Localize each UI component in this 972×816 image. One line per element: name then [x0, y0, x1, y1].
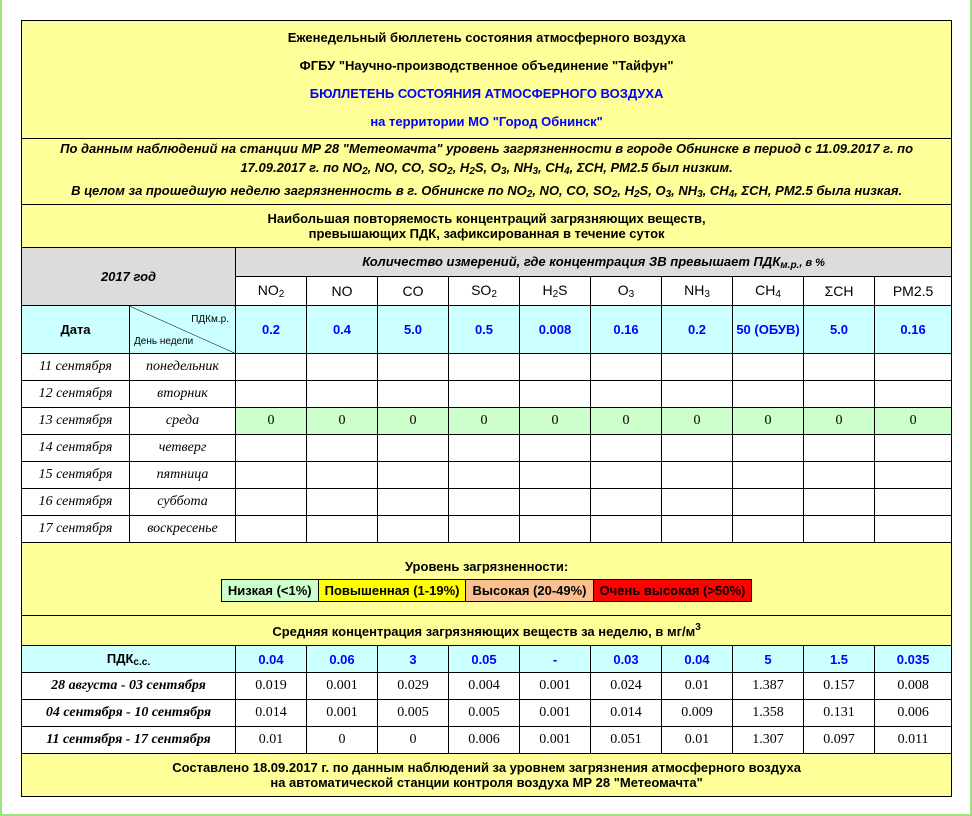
week-value-cell: 0.005 — [449, 700, 520, 727]
day-value-cell — [307, 381, 378, 408]
pdk-mr-value: 5.0 — [804, 306, 875, 354]
day-value-cell — [733, 354, 804, 381]
week-value-cell: 0.014 — [236, 700, 307, 727]
average-section-title: Средняя концентрация загрязняющих веществ за неделю, в $мг/м^3$ — [22, 616, 952, 646]
day-value-cell — [733, 462, 804, 489]
pollutant-name: ΣCH — [824, 283, 854, 299]
day-value-cell — [591, 462, 662, 489]
header-title: Еженедельный бюллетень состояния атмосферного воздуха — [287, 29, 686, 45]
pdk-mr-value: 0.4 — [307, 306, 378, 354]
pdk-mr-row — [22, 306, 952, 354]
day-value-cell — [875, 435, 952, 462]
day-row — [22, 435, 952, 462]
pollutant-subscript: 2 — [552, 289, 559, 300]
week-value-cell: 0.001 — [520, 673, 591, 700]
day-value-cell — [591, 489, 662, 516]
day-value-cell — [733, 381, 804, 408]
day-value-cell — [875, 381, 952, 408]
pdk-mr-value: 0.16 — [875, 306, 952, 354]
measure-header: Количество измерений, где концентрация ЗВ превышает $ПДК_{м.р.}$, в % — [236, 248, 952, 277]
day-value-cell — [733, 435, 804, 462]
day-weekday: четверг — [130, 435, 236, 462]
week-value-cell: 0.019 — [236, 673, 307, 700]
pdk-mr-value: 0.2 — [236, 306, 307, 354]
date-column-header: Дата — [22, 306, 130, 354]
week-value-cell: 0.01 — [662, 673, 733, 700]
day-value-cell: 0 — [378, 408, 449, 435]
day-value-cell — [591, 516, 662, 543]
pollutant-header-7 — [733, 277, 804, 306]
summary-paragraph-2: В целом за прошедшую неделю загрязненность в г. Обнинске по $NO_2$, NO, CO, $SO_2$, $H_2S$, $O_3$, $NH_3$, $CH_4$, ΣCH, PM2.5 была низкая. — [71, 183, 903, 200]
day-value-cell — [591, 354, 662, 381]
bulletin-table — [21, 20, 952, 797]
day-value-cell — [875, 354, 952, 381]
day-value-cell — [875, 516, 952, 543]
day-value-cell — [236, 435, 307, 462]
day-value-cell — [307, 462, 378, 489]
pollutant-header-1 — [307, 277, 378, 306]
day-row — [22, 381, 952, 408]
week-value-cell: 0.004 — [449, 673, 520, 700]
pollutant-header-6 — [662, 277, 733, 306]
pollutant-name: NO — [331, 283, 353, 299]
pollutant-name: PM2.5 — [892, 283, 934, 299]
day-weekday: пятница — [130, 462, 236, 489]
week-row — [22, 700, 952, 727]
day-value-cell: 0 — [591, 408, 662, 435]
day-value-cell — [520, 354, 591, 381]
day-date: 13 сентября — [22, 408, 130, 435]
day-value-cell — [875, 462, 952, 489]
pdk-mr-label: ПДКм.р. — [191, 314, 229, 325]
day-value-cell: 0 — [307, 408, 378, 435]
week-value-cell: 0.011 — [875, 727, 952, 754]
day-value-cell — [236, 516, 307, 543]
week-row — [22, 673, 952, 700]
day-value-cell: 0 — [236, 408, 307, 435]
day-value-cell — [804, 489, 875, 516]
day-value-cell — [520, 462, 591, 489]
day-weekday: вторник — [130, 381, 236, 408]
week-row — [22, 727, 952, 754]
week-value-cell: 0.097 — [804, 727, 875, 754]
day-date: 11 сентября — [22, 354, 130, 381]
day-date: 17 сентября — [22, 516, 130, 543]
day-value-cell: 0 — [875, 408, 952, 435]
pollution-level-item-3: Очень высокая (>50%) — [593, 580, 752, 602]
summary-paragraph-1: По данным наблюдений на станции МР 28 "Метеомачта" уровень загрязненности в городе Обнинске в период с 11.09.2017 г. по 17.09.2017 г. по $NO_2$, NO, CO, $SO_2$, $H_2S$, $O_3$, $NH_3$, $CH_4$, ΣCH, PM2.5 был низким. — [60, 141, 914, 177]
week-value-cell: 0.006 — [449, 727, 520, 754]
day-date: 12 сентября — [22, 381, 130, 408]
day-value-cell: 0 — [449, 408, 520, 435]
pollution-level-title: Уровень загрязненности: — [404, 559, 569, 574]
pdk-mr-value: 50 (ОБУВ) — [733, 306, 804, 354]
pollutant-header-9 — [875, 277, 952, 306]
pollutant-name: NO — [257, 282, 279, 298]
pollutant-header-5 — [591, 277, 662, 306]
week-label: 04 сентября - 10 сентября — [22, 700, 236, 727]
day-value-cell — [378, 381, 449, 408]
week-value-cell: 0.001 — [520, 700, 591, 727]
day-value-cell — [804, 516, 875, 543]
pollutant-header-4 — [520, 277, 591, 306]
day-date: 14 сентября — [22, 435, 130, 462]
pdk-mr-value: 0.2 — [662, 306, 733, 354]
pollutant-name: SO — [471, 282, 492, 298]
day-value-cell — [378, 489, 449, 516]
pollution-level-legend — [221, 579, 753, 602]
day-value-cell — [520, 435, 591, 462]
day-value-cell — [378, 435, 449, 462]
bulletin-footer: Составлено 18.09.2017 г. по данным наблюдений за уровнем загрязнения атмосферного воздуха на автоматической станции контроля воздуха МР 28 "Метеомачта" — [22, 754, 952, 797]
week-value-cell: 0.001 — [520, 727, 591, 754]
day-row — [22, 516, 952, 543]
pollutant-name: H — [542, 282, 553, 298]
day-weekday: воскресенье — [130, 516, 236, 543]
week-value-cell: 0.014 — [591, 700, 662, 727]
header-organization: ФГБУ "Научно-производственное объединение "Тайфун" — [299, 57, 674, 73]
day-value-cell — [236, 489, 307, 516]
pdk-ss-value: 0.03 — [591, 646, 662, 673]
day-row — [22, 489, 952, 516]
week-value-cell: 0.008 — [875, 673, 952, 700]
day-value-cell — [733, 489, 804, 516]
day-value-cell — [236, 462, 307, 489]
day-value-cell — [449, 435, 520, 462]
day-value-cell — [520, 489, 591, 516]
day-value-cell — [449, 516, 520, 543]
week-value-cell: 0 — [378, 727, 449, 754]
day-value-cell — [662, 489, 733, 516]
pdk-ss-value: - — [520, 646, 591, 673]
weekday-label: День недели — [134, 336, 194, 347]
day-value-cell — [520, 516, 591, 543]
week-value-cell: 1.307 — [733, 727, 804, 754]
week-value-cell: 0.01 — [236, 727, 307, 754]
day-value-cell — [804, 354, 875, 381]
pollutant-subscript: 2 — [278, 289, 285, 300]
day-value-cell — [449, 489, 520, 516]
pollution-level-item-2: Высокая (20-49%) — [466, 580, 593, 602]
week-value-cell: 0.009 — [662, 700, 733, 727]
day-row — [22, 354, 952, 381]
pdk-ss-value: 0.05 — [449, 646, 520, 673]
day-value-cell — [307, 435, 378, 462]
day-value-cell — [520, 381, 591, 408]
pdk-mr-value: 0.008 — [520, 306, 591, 354]
pollution-level-item-0: Низкая (<1%) — [221, 580, 318, 602]
day-value-cell: 0 — [804, 408, 875, 435]
pdk-ss-value: 0.035 — [875, 646, 952, 673]
day-value-cell — [307, 489, 378, 516]
pollutant-name-tail: S — [558, 282, 568, 298]
week-value-cell: 1.358 — [733, 700, 804, 727]
bulletin-header — [22, 21, 952, 139]
frequency-section-title: Наибольшая повторяемость концентраций загрязняющих веществ, превышающих ПДК, зафиксированная в течение суток — [22, 205, 952, 248]
pdk-mr-value: 0.16 — [591, 306, 662, 354]
header-bulletin-title: БЮЛЛЕТЕНЬ СОСТОЯНИЯ АТМОСФЕРНОГО ВОЗДУХА — [309, 85, 664, 101]
summary-text — [22, 139, 952, 205]
pollutant-name: O — [617, 282, 629, 298]
day-value-cell — [236, 354, 307, 381]
week-value-cell: 0.051 — [591, 727, 662, 754]
day-value-cell — [591, 381, 662, 408]
pollutant-subscript: 4 — [775, 289, 781, 300]
pdk-ss-value: 3 — [378, 646, 449, 673]
pollution-level-item-1: Повышенная (1-19%) — [318, 580, 466, 602]
week-value-cell: 0.001 — [307, 673, 378, 700]
day-value-cell — [449, 462, 520, 489]
pollutant-name: CH — [755, 282, 776, 298]
pollution-level-section — [22, 543, 952, 616]
day-value-cell — [449, 354, 520, 381]
pdk-ss-value: 0.06 — [307, 646, 378, 673]
day-date: 15 сентября — [22, 462, 130, 489]
day-value-cell — [804, 462, 875, 489]
pollutant-name: NH — [684, 282, 705, 298]
day-value-cell — [804, 435, 875, 462]
pdk-ss-label: $ПДК_{с.с.}$ — [22, 646, 236, 673]
week-value-cell: 0.029 — [378, 673, 449, 700]
pollutant-subscript: 3 — [704, 289, 710, 300]
week-value-cell: 0 — [307, 727, 378, 754]
day-row — [22, 462, 952, 489]
week-value-cell: 1.387 — [733, 673, 804, 700]
day-value-cell — [307, 516, 378, 543]
pdk-ss-value: 1.5 — [804, 646, 875, 673]
pdk-ss-value: 0.04 — [236, 646, 307, 673]
week-value-cell: 0.157 — [804, 673, 875, 700]
day-value-cell: 0 — [733, 408, 804, 435]
day-value-cell — [662, 462, 733, 489]
day-weekday: суббота — [130, 489, 236, 516]
pollutant-name: CO — [402, 283, 424, 299]
day-value-cell — [804, 381, 875, 408]
day-row — [22, 408, 952, 435]
day-value-cell — [378, 354, 449, 381]
day-value-cell — [875, 489, 952, 516]
week-label: 28 августа - 03 сентября — [22, 673, 236, 700]
day-value-cell — [236, 381, 307, 408]
week-label: 11 сентября - 17 сентября — [22, 727, 236, 754]
day-date: 16 сентября — [22, 489, 130, 516]
pdk-ss-value: 0.04 — [662, 646, 733, 673]
pdk-ss-row — [22, 646, 952, 673]
year-label: 2017 год — [22, 248, 236, 306]
day-value-cell — [307, 354, 378, 381]
day-weekday: понедельник — [130, 354, 236, 381]
week-value-cell: 0.006 — [875, 700, 952, 727]
pdk-ss-value: 5 — [733, 646, 804, 673]
day-value-cell — [591, 435, 662, 462]
pollutant-subscript: 3 — [628, 289, 635, 300]
day-value-cell — [662, 516, 733, 543]
pollutant-header-8 — [804, 277, 875, 306]
pollutant-header-0 — [236, 277, 307, 306]
pollutant-subscript: 2 — [491, 289, 497, 300]
day-value-cell — [662, 381, 733, 408]
day-weekday: среда — [130, 408, 236, 435]
week-value-cell: 0.01 — [662, 727, 733, 754]
header-territory: на территории МО "Город Обнинск" — [370, 113, 603, 129]
pollutant-header-3 — [449, 277, 520, 306]
day-value-cell — [662, 354, 733, 381]
day-value-cell — [662, 435, 733, 462]
day-value-cell — [378, 462, 449, 489]
week-value-cell: 0.005 — [378, 700, 449, 727]
week-value-cell: 0.024 — [591, 673, 662, 700]
pollutant-header-2 — [378, 277, 449, 306]
pdk-mr-value: 0.5 — [449, 306, 520, 354]
day-value-cell — [449, 381, 520, 408]
pdk-mr-value: 5.0 — [378, 306, 449, 354]
pdk-weekday-diagonal-header — [130, 306, 236, 354]
week-value-cell: 0.131 — [804, 700, 875, 727]
day-value-cell: 0 — [520, 408, 591, 435]
day-value-cell — [733, 516, 804, 543]
day-value-cell: 0 — [662, 408, 733, 435]
week-value-cell: 0.001 — [307, 700, 378, 727]
day-value-cell — [378, 516, 449, 543]
